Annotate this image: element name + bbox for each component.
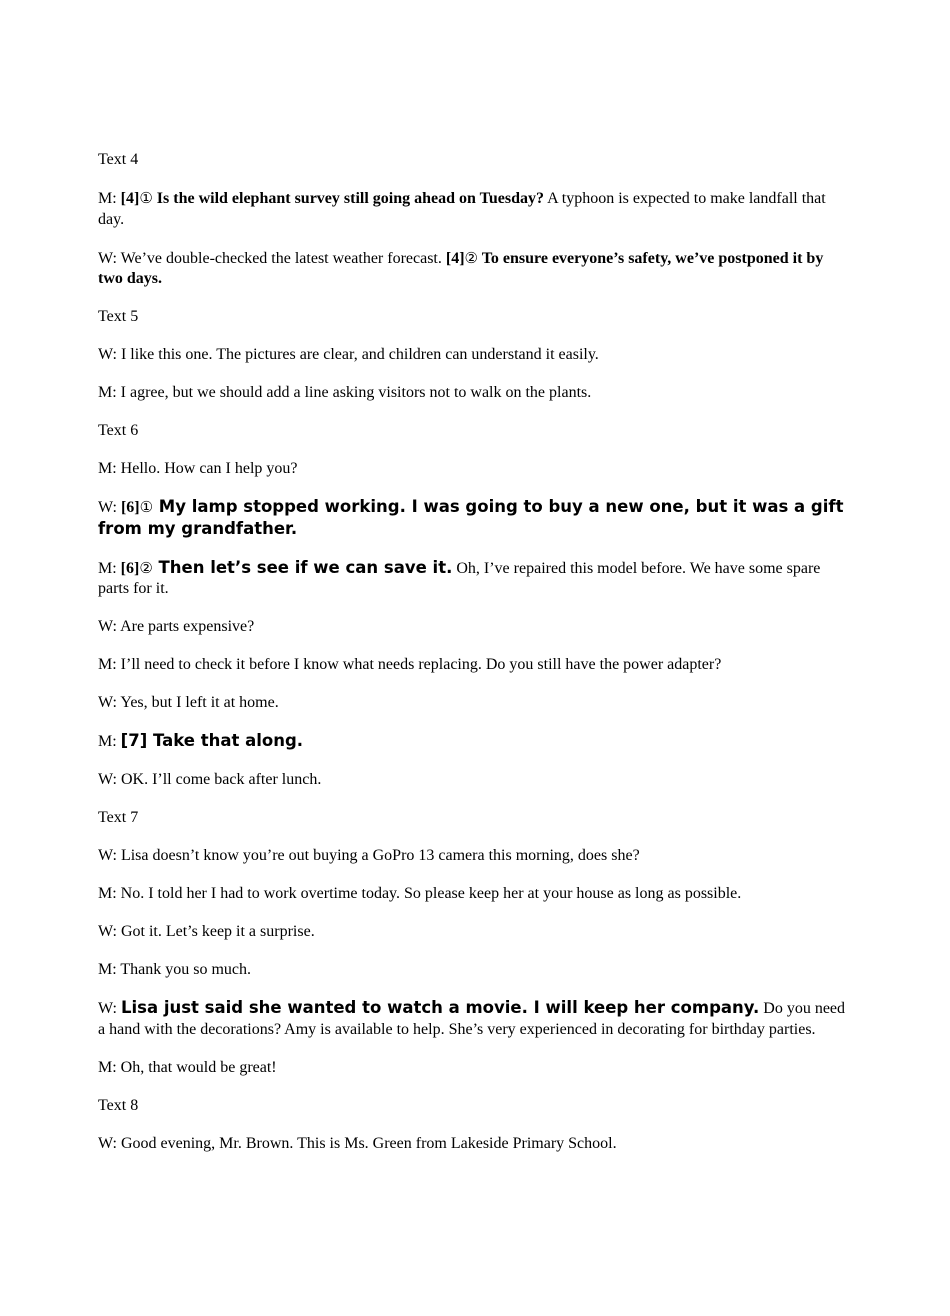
text-segment: M: I agree, but we should add a line asking visitors not to walk on the plants. (98, 384, 592, 401)
text-segment: W: Good evening, Mr. Brown. This is Ms. Green from Lakeside Primary School. (98, 1134, 617, 1152)
paragraph-p06 (98, 383, 850, 404)
paragraph-p23 (98, 1096, 850, 1117)
text-segment: W: Yes, but I left it at home. (98, 694, 279, 711)
text-segment: Text 8 (98, 1096, 139, 1114)
text-segment: [6] (120, 559, 140, 577)
text-segment: W: (98, 1000, 121, 1017)
text-segment: Text 5 (98, 308, 139, 325)
text-segment: Text 4 (98, 151, 139, 168)
text-segment: [4] (445, 249, 465, 267)
paragraph-p04 (98, 307, 850, 328)
text-segment: Text 6 (98, 422, 139, 439)
text-segment: M: Oh, that would be great! (98, 1058, 277, 1076)
text-segment: ② (139, 558, 153, 577)
paragraph-p09 (98, 497, 850, 540)
paragraph-p20 (98, 960, 850, 981)
text-segment: M: Thank you so much. (98, 961, 252, 978)
text-segment: W: OK. I’ll come back after lunch. (98, 771, 322, 788)
paragraph-p14 (98, 731, 850, 753)
paragraph-p07 (98, 421, 850, 442)
text-segment: To ensure everyone’s safety, we’ve postponed it by two days. (98, 249, 824, 287)
paragraph-p19 (98, 922, 850, 943)
text-segment: Do you need a hand with the decorations? Amy is available to help. She’s very experienced in decorating for birthday parties. (98, 1000, 846, 1038)
text-segment: M: No. I told her I had to work overtime today. So please keep her at your house as long as possible. (98, 885, 742, 902)
text-segment: My lamp stopped working. I was going to buy a new one, but it was a gift from my grandfather. (98, 497, 844, 538)
paragraph-p01 (98, 150, 850, 171)
paragraph-p02 (98, 188, 850, 230)
paragraph-p18 (98, 884, 850, 905)
paragraph-p10 (98, 558, 850, 600)
text-segment: W: Lisa doesn’t know you’re out buying a GoPro 13 camera this morning, does she? (98, 847, 640, 864)
paragraph-p11 (98, 617, 850, 638)
text-segment: Lisa just said she wanted to watch a movie. I will keep her company. (120, 998, 760, 1017)
text-segment: W: I like this one. The pictures are clear, and children can understand it easily. (98, 346, 599, 363)
text-segment: M: I’ll need to check it before I know what needs replacing. Do you still have the power adapter? (98, 656, 722, 673)
paragraph-p16 (98, 808, 850, 829)
text-segment: M: (98, 190, 121, 207)
paragraph-p03 (98, 248, 850, 290)
text-segment: M: (98, 733, 121, 750)
text-segment: A typhoon is expected to make landfall that day. (98, 190, 826, 228)
paragraph-p22 (98, 1058, 850, 1079)
text-segment: ① (139, 498, 154, 516)
paragraph-p13 (98, 693, 850, 714)
text-segment: ① (139, 189, 153, 207)
paragraph-p05 (98, 345, 850, 366)
text-segment: W: We’ve double-checked the latest weather forecast. (98, 249, 446, 267)
text-segment: W: (98, 499, 121, 516)
text-segment: M: Hello. How can I help you? (98, 460, 298, 477)
text-segment: [6] (120, 499, 140, 516)
paragraph-p17 (98, 846, 850, 867)
text-segment: Is the wild elephant survey still going ahead on Tuesday? (152, 190, 544, 207)
text-segment: Oh, I’ve repaired this model before. We have some spare parts for it. (98, 559, 821, 597)
paragraph-p08 (98, 459, 850, 480)
text-segment: Then let’s see if we can save it. (152, 557, 453, 577)
text-segment: [7] Take that along. (120, 731, 304, 750)
paragraph-p15 (98, 770, 850, 791)
paragraph-p24 (98, 1134, 850, 1155)
text-segment: Text 7 (98, 809, 139, 826)
document-page (98, 150, 850, 1172)
text-segment: [4] (120, 190, 140, 207)
paragraph-p21 (98, 998, 850, 1040)
text-segment: ② (464, 248, 478, 267)
text-segment: W: Are parts expensive? (98, 618, 255, 635)
text-segment: M: (98, 559, 121, 577)
paragraph-p12 (98, 655, 850, 676)
text-segment: W: Got it. Let’s keep it a surprise. (98, 923, 315, 940)
